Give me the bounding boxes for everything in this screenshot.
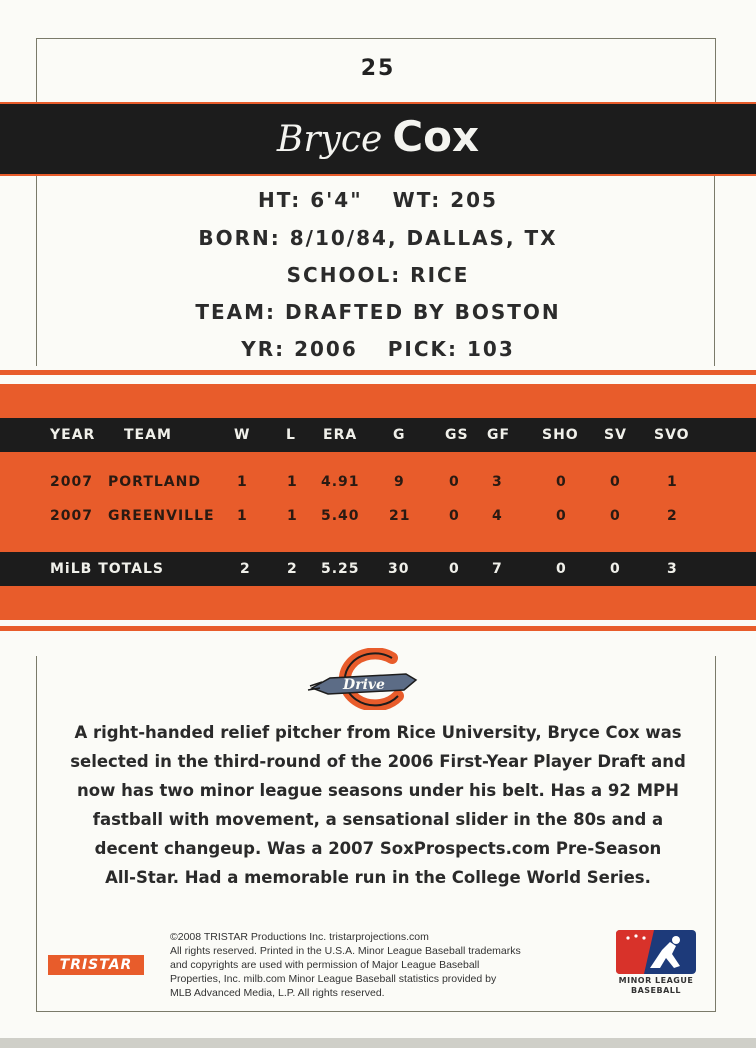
stats-row-2-sv: 0 [610, 508, 621, 524]
blurb-line: selected in the third-round of the 2006 First-Year Player Draft and [70, 752, 686, 771]
bio-weight: WT: 205 [392, 188, 498, 212]
stats-header-team: TEAM [124, 427, 172, 443]
bio-draft [0, 337, 756, 361]
stats-row-2-team: GREENVILLE [108, 508, 215, 524]
logo-wordmark: Drive [343, 677, 385, 693]
stats-totals-label: MiLB TOTALS [50, 561, 164, 577]
card-number: 25 [360, 56, 396, 81]
stats-row-1-g: 9 [394, 474, 405, 490]
stats-row-1-sho: 0 [556, 474, 567, 490]
stats-row-1-sv: 0 [610, 474, 621, 490]
bio-height-weight [0, 188, 756, 212]
stats-row-1-year: 2007 [50, 474, 93, 490]
stats-totals-g: 30 [388, 561, 410, 577]
bio-team: TEAM: DRAFTED BY BOSTON [195, 300, 561, 324]
stats-header-sho: SHO [542, 427, 579, 443]
bio-pick: PICK: 103 [387, 337, 515, 361]
stats-header-year: YEAR [50, 427, 96, 443]
milb-wordmark [600, 976, 712, 996]
blurb-line: A right-handed relief pitcher from Rice University, Bryce Cox was [74, 723, 682, 742]
stats-totals-gs: 0 [449, 561, 460, 577]
stats-header-era: ERA [323, 427, 358, 443]
stats-totals-w: 2 [240, 561, 251, 577]
greenville-drive-logo [306, 648, 418, 710]
stats-totals-sho: 0 [556, 561, 567, 577]
milb-line-2: BASEBALL [631, 986, 681, 995]
stats-row-1-gs: 0 [449, 474, 460, 490]
stats-row-2-g: 21 [389, 508, 411, 524]
stats-row-2-sho: 0 [556, 508, 567, 524]
stats-header-svo: SVO [654, 427, 690, 443]
stats-header-g: G [393, 427, 406, 443]
orange-stripe-top [0, 370, 756, 375]
orange-stripe-bottom [0, 626, 756, 631]
stats-row-1-team: PORTLAND [108, 474, 201, 490]
blurb-line: decent changeup. Was a 2007 SoxProspects.com Pre-Season [94, 839, 662, 858]
blurb-line: fastball with movement, a sensational slider in the 80s and a [92, 810, 664, 829]
stats-row-1-l: 1 [287, 474, 298, 490]
stats-row-2-gs: 0 [449, 508, 460, 524]
bio-school: SCHOOL: RICE [286, 263, 470, 287]
stats-totals-gf: 7 [492, 561, 503, 577]
stats-row-2-w: 1 [237, 508, 248, 524]
player-last-name: Cox [392, 112, 480, 161]
stats-row-2-l: 1 [287, 508, 298, 524]
legal-text [170, 930, 600, 1000]
stats-header-l: L [286, 427, 296, 443]
stats-totals-svo: 3 [667, 561, 678, 577]
milb-logo-icon [614, 928, 698, 976]
player-first-name: Bryce [276, 119, 383, 160]
stats-row-1-gf: 3 [492, 474, 503, 490]
stats-header-gf: GF [487, 427, 511, 443]
bio-height: HT: 6'4" [258, 188, 363, 212]
player-name [0, 112, 756, 161]
stats-totals-sv: 0 [610, 561, 621, 577]
stats-header-band [0, 418, 756, 452]
card-bottom-edge [0, 1038, 756, 1048]
legal-line: MLB Advanced Media, L.P. All rights reserved. [170, 987, 385, 999]
stats-row-2-gf: 4 [492, 508, 503, 524]
bio-born: BORN: 8/10/84, DALLAS, TX [198, 226, 558, 250]
legal-line: All rights reserved. Printed in the U.S.A. Minor League Baseball trademarks [170, 945, 521, 957]
legal-line: and copyrights are used with permission of Major League Baseball [170, 959, 480, 971]
stats-row-1-svo: 1 [667, 474, 678, 490]
stats-totals-l: 2 [287, 561, 298, 577]
blurb-line: now has two minor league seasons under his belt. Has a 92 MPH [77, 781, 679, 800]
stats-header-sv: SV [604, 427, 627, 443]
player-blurb [40, 718, 716, 892]
legal-line: ©2008 TRISTAR Productions Inc. tristarprojections.com [170, 931, 429, 943]
stats-row-1-era: 4.91 [321, 474, 360, 490]
bio-year: YR: 2006 [241, 337, 358, 361]
stats-row-2-year: 2007 [50, 508, 93, 524]
stats-header-w: W [234, 427, 251, 443]
stats-row-2-svo: 2 [667, 508, 678, 524]
stats-totals-era: 5.25 [321, 561, 360, 577]
legal-line: Properties, Inc. milb.com Minor League Baseball statistics provided by [170, 973, 497, 985]
tristar-logo: TRISTAR [48, 955, 144, 975]
milb-line-1: MINOR LEAGUE [618, 976, 694, 985]
stats-row-1-w: 1 [237, 474, 248, 490]
stats-header-gs: GS [445, 427, 469, 443]
stats-row-2-era: 5.40 [321, 508, 360, 524]
blurb-line: All-Star. Had a memorable run in the College World Series. [105, 868, 651, 887]
